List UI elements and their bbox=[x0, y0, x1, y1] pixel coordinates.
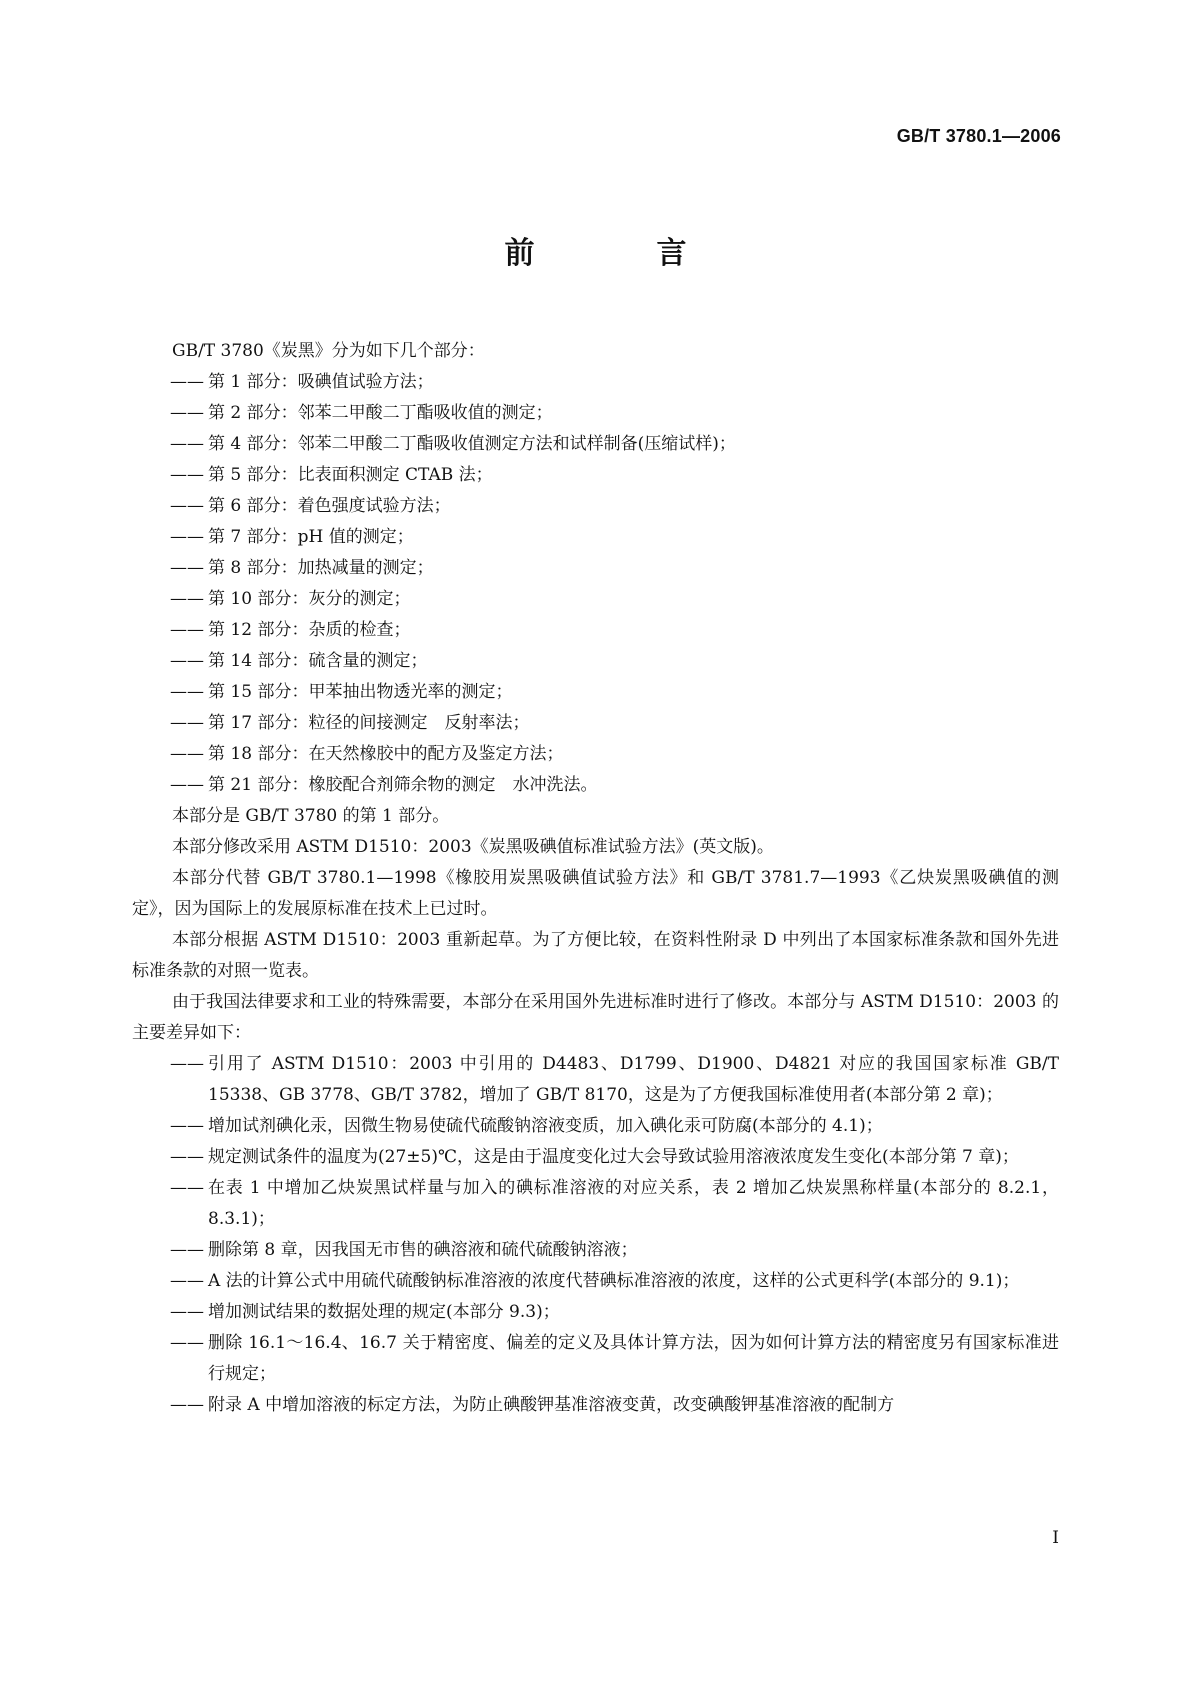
list-item-text: 第 15 部分：甲苯抽出物透光率的测定； bbox=[208, 682, 513, 702]
list-item-text: 第 21 部分：橡胶配合剂筛余物的测定 水冲洗法。 bbox=[208, 775, 598, 795]
list-item bbox=[132, 1266, 1059, 1297]
dash-mark: —— bbox=[170, 465, 204, 485]
dash-mark: —— bbox=[170, 372, 204, 392]
list-item-text: 第 5 部分：比表面积测定 CTAB 法； bbox=[208, 465, 493, 485]
dash-mark: —— bbox=[170, 434, 204, 454]
dash-mark: —— bbox=[170, 1147, 204, 1167]
list-item-text: 增加测试结果的数据处理的规定(本部分 9.3)； bbox=[208, 1302, 560, 1322]
page-number: I bbox=[1052, 1528, 1059, 1548]
list-item bbox=[132, 1111, 1059, 1142]
standard-code: GB/T 3780.1—2006 bbox=[896, 126, 1061, 146]
list-item-text: 增加试剂碘化汞，因微生物易使硫代硫酸钠溶液变质，加入碘化汞可防腐(本部分的 4.1)； bbox=[208, 1116, 883, 1136]
list-item bbox=[132, 1049, 1059, 1111]
list-item-text: 删除 16.1～16.4、16.7 关于精密度、偏差的定义及具体计算方法，因为如何计算方法的精密度另有国家标准进行规定； bbox=[208, 1333, 1059, 1384]
body-paragraph: 本部分修改采用 ASTM D1510：2003《炭黑吸碘值标准试验方法》(英文版)。 bbox=[172, 837, 774, 857]
list-item bbox=[132, 1328, 1059, 1390]
list-item-text: 规定测试条件的温度为(27±5)℃，这是由于温度变化过大会导致试验用溶液浓度发生变化(本部分第 7 章)； bbox=[208, 1147, 1019, 1167]
list-item bbox=[132, 646, 1059, 677]
dash-mark: —— bbox=[170, 1395, 204, 1415]
list-item bbox=[132, 770, 1059, 801]
dash-mark: —— bbox=[170, 1054, 204, 1074]
dash-mark: —— bbox=[170, 744, 204, 764]
list-item-text: 第 6 部分：着色强度试验方法； bbox=[208, 496, 451, 516]
dash-mark: —— bbox=[170, 1240, 204, 1260]
list-item-text: 第 1 部分：吸碘值试验方法； bbox=[208, 372, 434, 392]
foreword-body bbox=[132, 336, 1059, 1421]
list-item-text: 第 10 部分：灰分的测定； bbox=[208, 589, 411, 609]
page-title: 前 言 bbox=[504, 236, 733, 271]
body-paragraph: 本部分根据 ASTM D1510：2003 重新起草。为了方便比较，在资料性附录 D 中列出了本国家标准条款和国外先进标准条款的对照一览表。 bbox=[132, 930, 1059, 981]
list-item bbox=[132, 367, 1059, 398]
list-item bbox=[132, 677, 1059, 708]
list-item bbox=[132, 1390, 1059, 1421]
body-paragraph: 本部分代替 GB/T 3780.1—1998《橡胶用炭黑吸碘值试验方法》和 GB/T 3781.7—1993《乙炔炭黑吸碘值的测定》，因为国际上的发展原标准在技术上已过时。 bbox=[132, 868, 1059, 919]
list-item bbox=[132, 553, 1059, 584]
dash-mark: —— bbox=[170, 1333, 204, 1353]
list-item-text: 第 7 部分：pH 值的测定； bbox=[208, 527, 414, 547]
list-item bbox=[132, 491, 1059, 522]
dash-mark: —— bbox=[170, 682, 204, 702]
list-item-text: 第 12 部分：杂质的检查； bbox=[208, 620, 411, 640]
list-item-text: 附录 A 中增加溶液的标定方法，为防止碘酸钾基准溶液变黄，改变碘酸钾基准溶液的配制方 bbox=[208, 1395, 895, 1415]
dash-mark: —— bbox=[170, 775, 204, 795]
list-item bbox=[132, 398, 1059, 429]
list-item-text: 在表 1 中增加乙炔炭黑试样量与加入的碘标准溶液的对应关系，表 2 增加乙炔炭黑称样量(本部分的 8.2.1，8.3.1)； bbox=[208, 1178, 1059, 1229]
list-item-text: 第 4 部分：邻苯二甲酸二丁酯吸收值测定方法和试样制备(压缩试样)； bbox=[208, 434, 736, 454]
dash-mark: —— bbox=[170, 496, 204, 516]
body-paragraph: 由于我国法律要求和工业的特殊需要，本部分在采用国外先进标准时进行了修改。本部分与 ASTM D1510：2003 的主要差异如下： bbox=[132, 992, 1059, 1043]
list-item bbox=[132, 1173, 1059, 1235]
body-paragraph: 本部分是 GB/T 3780 的第 1 部分。 bbox=[172, 806, 450, 826]
list-item-text: 第 18 部分：在天然橡胶中的配方及鉴定方法； bbox=[208, 744, 564, 764]
list-item bbox=[132, 615, 1059, 646]
list-item bbox=[132, 429, 1059, 460]
list-item-text: 删除第 8 章，因我国无市售的碘溶液和硫代硫酸钠溶液； bbox=[208, 1240, 638, 1260]
list-item bbox=[132, 739, 1059, 770]
dash-mark: —— bbox=[170, 403, 204, 423]
list-item bbox=[132, 708, 1059, 739]
list-item-text: 引用了 ASTM D1510：2003 中引用的 D4483、D1799、D1900、D4821 对应的我国国家标准 GB/T 15338、GB 3778、GB/T 3782，增加了 GB/T 8170，这是为了方便我国标准使用者(本部分第 2 章)； bbox=[208, 1054, 1059, 1105]
dash-mark: —— bbox=[170, 1178, 204, 1198]
dash-mark: —— bbox=[170, 1116, 204, 1136]
intro-paragraph: GB/T 3780《炭黑》分为如下几个部分： bbox=[172, 341, 485, 361]
list-item-text: 第 8 部分：加热减量的测定； bbox=[208, 558, 434, 578]
list-item bbox=[132, 1142, 1059, 1173]
parts-list bbox=[132, 367, 1059, 801]
list-item bbox=[132, 1297, 1059, 1328]
list-item bbox=[132, 460, 1059, 491]
dash-mark: —— bbox=[170, 558, 204, 578]
list-item bbox=[132, 584, 1059, 615]
dash-mark: —— bbox=[170, 1302, 204, 1322]
list-item-text: A 法的计算公式中用硫代硫酸钠标准溶液的浓度代替碘标准溶液的浓度，这样的公式更科学(本部分的 9.1)； bbox=[208, 1271, 1020, 1291]
list-item bbox=[132, 522, 1059, 553]
dash-mark: —— bbox=[170, 589, 204, 609]
dash-mark: —— bbox=[170, 1271, 204, 1291]
dash-mark: —— bbox=[170, 620, 204, 640]
differences-list bbox=[132, 1049, 1059, 1421]
dash-mark: —— bbox=[170, 651, 204, 671]
list-item bbox=[132, 1235, 1059, 1266]
list-item-text: 第 2 部分：邻苯二甲酸二丁酯吸收值的测定； bbox=[208, 403, 553, 423]
list-item-text: 第 14 部分：硫含量的测定； bbox=[208, 651, 428, 671]
dash-mark: —— bbox=[170, 713, 204, 733]
list-item-text: 第 17 部分：粒径的间接测定 反射率法； bbox=[208, 713, 530, 733]
dash-mark: —— bbox=[170, 527, 204, 547]
